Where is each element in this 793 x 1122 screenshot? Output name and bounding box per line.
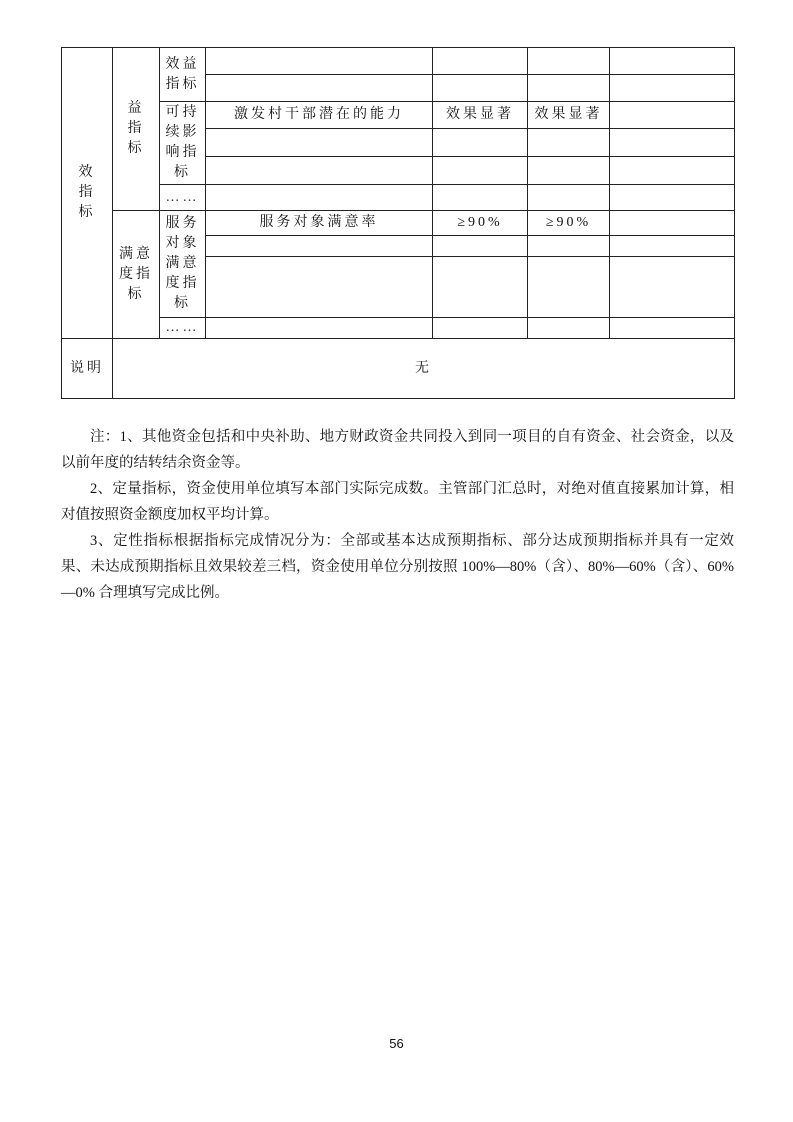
indicator-name-cell — [206, 318, 433, 339]
indicator-name-cell — [206, 129, 433, 157]
page-number: 56 — [389, 1036, 404, 1051]
deviation-reason-cell — [610, 185, 735, 211]
deviation-reason-cell — [610, 157, 735, 185]
target-value-cell — [433, 129, 528, 157]
target-value-cell — [433, 236, 528, 257]
row-header-sustainable-impact-indicators: 可持 续影 响指 标 — [160, 102, 206, 185]
deviation-reason-cell — [610, 75, 735, 102]
indicator-name-cell — [206, 48, 433, 75]
actual-value-cell: ≥90% — [528, 211, 610, 236]
actual-value-cell — [528, 48, 610, 75]
target-value-cell — [433, 157, 528, 185]
remark-row-header: 说明 — [62, 339, 113, 399]
actual-value-cell — [528, 185, 610, 211]
actual-value-cell — [528, 318, 610, 339]
deviation-reason-cell — [610, 257, 735, 318]
row-header-benefit-indicators: 益 指 标 — [113, 48, 160, 211]
actual-value-cell: 效果显著 — [528, 102, 610, 129]
note-1: 注：1、其他资金包括和中央补助、地方财政资金共同投入到同一项目的自有资金、社会资金，以及以前年度的结转结余资金等。 — [61, 429, 734, 471]
target-value-cell: 效果显著 — [433, 102, 528, 129]
ellipsis-row-header: …… — [160, 318, 206, 339]
target-value-cell — [433, 185, 528, 211]
row-header-performance-indicators: 效 指 标 — [62, 48, 113, 339]
deviation-reason-cell — [610, 48, 735, 75]
deviation-reason-cell — [610, 211, 735, 236]
target-value-cell — [433, 257, 528, 318]
actual-value-cell — [528, 257, 610, 318]
indicator-name-cell: 激发村干部潜在的能力 — [206, 102, 433, 129]
row-header-service-object-satisfaction: 服务 对象 满意 度指 标 — [160, 211, 206, 318]
ellipsis-row-header: …… — [160, 185, 206, 211]
actual-value-cell — [528, 129, 610, 157]
notes-section — [61, 424, 734, 606]
deviation-reason-cell — [610, 318, 735, 339]
indicator-name-cell — [206, 236, 433, 257]
target-value-cell — [433, 75, 528, 102]
indicator-name-cell — [206, 157, 433, 185]
actual-value-cell — [528, 75, 610, 102]
row-header-satisfaction-indicators: 满意 度指 标 — [113, 211, 160, 339]
indicator-name-cell — [206, 257, 433, 318]
deviation-reason-cell — [610, 129, 735, 157]
deviation-reason-cell — [610, 102, 735, 129]
indicator-name-cell — [206, 185, 433, 211]
note-3: 3、定性指标根据指标完成情况分为：全部或基本达成预期指标、部分达成预期指标并具有一定效果、未达成预期指标且效果较差三档，资金使用单位分别按照 100%—80%（含）、80%—60%（含）、60%—0% 合理填写完成比例。 — [61, 533, 734, 601]
indicator-name-cell — [206, 75, 433, 102]
row-header-effect-indicators: 效益 指标 — [160, 48, 206, 102]
indicator-name-cell: 服务对象满意率 — [206, 211, 433, 236]
actual-value-cell — [528, 236, 610, 257]
note-2: 2、定量指标，资金使用单位填写本部门实际完成数。主管部门汇总时，对绝对值直接累加计算，相对值按照资金额度加权平均计算。 — [61, 481, 734, 523]
target-value-cell — [433, 48, 528, 75]
remark-value-cell: 无 — [113, 339, 735, 399]
performance-indicators-table — [61, 47, 735, 399]
deviation-reason-cell — [610, 236, 735, 257]
actual-value-cell — [528, 157, 610, 185]
target-value-cell — [433, 318, 528, 339]
target-value-cell: ≥90% — [433, 211, 528, 236]
